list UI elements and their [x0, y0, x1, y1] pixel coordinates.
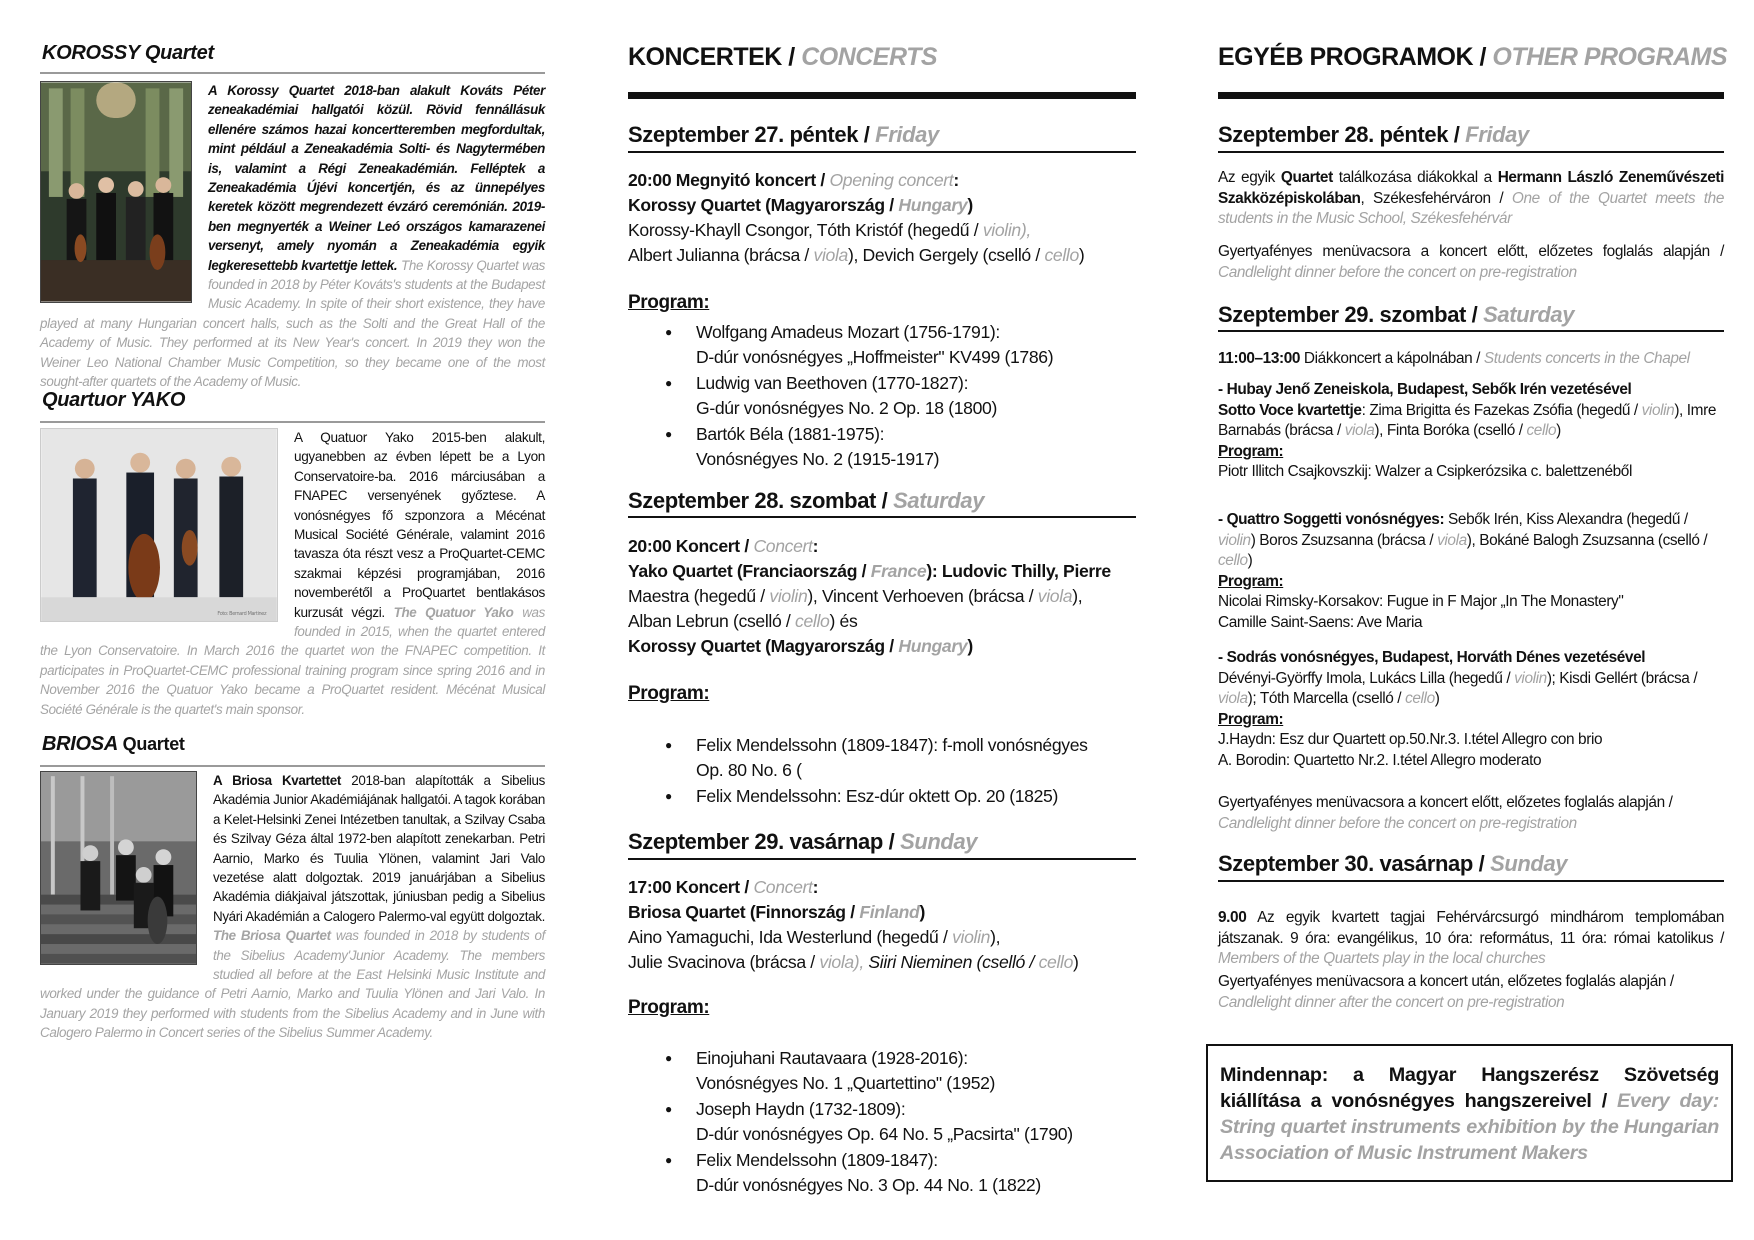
other-day-3-date: Szeptember 30. vasárnap [1218, 851, 1473, 876]
concert-1-line2b: ), Devich Gergely (cselló / [847, 245, 1040, 265]
list-item: ● Einojuhani Rautavaara (1928-2016): Vonósnégyes No. 1 „Quartettino" (1952) [628, 1046, 1136, 1096]
other-group-2: - Quattro Soggetti vonósnégyes: Sebők Irén, Kiss Alexandra (hegedű / violin) Boros Zsuzsanna (brácsa / viola), Bokáné Balogh Zsuzsanna (cselló / cello) Program: Nicolai Rimsky-Korsakov: Fugue in F Major „In The Monastery" Camille Saint-Saens: Ave Maria [1218, 511, 1708, 631]
concert-3-title-sep: / [739, 877, 754, 897]
concerts-heading-hu: KONCERTEK [628, 43, 782, 71]
concert-3-ensemble: Briosa Quartet (Finnország [628, 902, 846, 922]
concert-3-line2b: Siiri Nieminen (cselló / [863, 952, 1035, 972]
concert-3-line2-en: viola), [819, 952, 864, 972]
concert-day-1-day-en: Friday [875, 122, 939, 147]
exhibition-box-en: Every day: String quartet instruments exhibition by the Hungarian Association of Music Instrument Makers [1220, 1090, 1719, 1164]
korossy-hu-text: A Korossy Quartet 2018-ban alakult Kováts Péter zeneakadémiai hallgatói közül. Rövid fennállásuk ellenére számos hazai koncertteremben megfordultak, mint például a Zeneakadémia Solti- és Nagytermében is, valamint a Régi Zeneakadémián. Felléptek a Zeneakadémia Újévi koncertjén, és az ünnepélyes keretek között megrendezett évzáró ceremónián. 2019-ben megnyerték a Weiner Leó országos kamarazenei versenyt, amely nyomán a Zeneakadémia egyik legkeresettebb kvartettje lettek. [208, 83, 545, 273]
concert-day-1-rule [628, 151, 1136, 153]
briosa-hu-lead: A Briosa Kvartettet [213, 773, 341, 788]
briosa-photo [40, 771, 197, 965]
yako-rule [40, 421, 545, 423]
other-day-2-dinner: Gyertyafényes menüvacsora a koncert előtt, előzetes foglalás alapján / Candlelight dinner before the concert on pre-registration [1218, 794, 1673, 832]
concert-day-3-day-en: Sunday [900, 829, 978, 854]
yako-photo-credit: Foto: Bernard Martinez [217, 611, 267, 618]
other-heading-bar [1218, 92, 1724, 99]
briosa-en-lead: The Briosa Quartet [213, 928, 331, 944]
concert-day-2-rule [628, 516, 1136, 518]
other-day-3-rule [1218, 880, 1724, 882]
other-day-2-time: 11:00–13:00 Diákkoncert a kápolnában / Students concerts in the Chapel [1218, 350, 1690, 367]
concert-day-3-sep: / [882, 829, 901, 854]
concert-2-title-end: : [812, 536, 819, 556]
concert-2-title-en: Concert [753, 536, 813, 556]
other-day-1-heading [1218, 122, 1529, 148]
list-item: ● Felix Mendelssohn (1809-1847): D-dúr vonósnégyes No. 3 Op. 44 No. 1 (1822) [628, 1148, 1136, 1198]
concert-2-country2-en: Hungary [898, 636, 968, 656]
concert-1-title-end: : [953, 170, 959, 190]
concert-2-line2-en: cello [795, 611, 830, 631]
other-heading-hu: EGYÉB PROGRAMOK [1218, 43, 1474, 71]
concert-2-details: 20:00 Koncert / Concert: Yako Quartet (Franciaország / France): Ludovic Thilly, Pierre Maestra (hegedű / violin), Vincent Verhoeven (brácsa / viola), Alban Lebrun (cselló / cello) és Korossy Quartet (Magyarország / Hungary) [628, 536, 1111, 656]
other-heading-sep: / [1473, 43, 1493, 71]
concert-2-title-sep: / [739, 536, 754, 556]
korossy-rule [40, 72, 545, 74]
concert-day-2-date: Szeptember 28. szombat [628, 488, 876, 513]
concerts-heading [628, 42, 937, 72]
concert-3-line1: Aino Yamaguchi, Ida Westerlund (hegedű / [628, 927, 948, 947]
concert-2-ensemble-tail: ): Ludovic Thilly, Pierre [926, 561, 1111, 581]
concert-2-line1: Maestra (hegedű / [628, 586, 765, 606]
concert-1-title-sep: / [815, 170, 830, 190]
other-day-1-dinner: Gyertyafényes menüvacsora a koncert előtt, előzetes foglalás alapján / Candlelight dinner before the concert on pre-registration [1218, 243, 1724, 281]
concert-day-2-day-en: Saturday [893, 488, 985, 513]
concert-2-ensemble: Yako Quartet (Franciaország [628, 561, 858, 581]
concert-3-line2: Julie Svacinova (brácsa / [628, 952, 815, 972]
concert-day-3-rule [628, 858, 1136, 860]
other-day-2-date: Szeptember 29. szombat [1218, 302, 1466, 327]
other-day-1-date: Szeptember 28. péntek [1218, 122, 1449, 147]
list-item: ● Wolfgang Amadeus Mozart (1756-1791): D-dúr vonósnégyes „Hoffmeister" KV499 (1786) [628, 320, 1136, 370]
concert-3-program-label: Program: [628, 997, 710, 1018]
other-day-1-meeting: Az egyik Quartet találkozása diákokkal a Hermann László Zeneművészeti Szakközépiskolában, Székesfehérváron / One of the Quartet meets the students in the Music School, Székesfehérvár [1218, 169, 1725, 227]
concert-2-program-label: Program: [628, 683, 710, 704]
briosa-hu-text: 2018-ban alapították a Sibelius Akadémia Junior Akadémiájának hallgatói. A tagok korában a Kelet-Helsinki Zenei Intézetben tanultak, a Szilvay Csaba és Szilvay Géza által 1972-ben alapított zenekarban. Petri Aarnio, Marko és Tuulia Ylönen, valamint Jari Valo vezetése alatt dolgoztak. 2019 januárjában a Sibelius Akadémia diákjaival játszottak, júniusban pedig a Sibelius Nyári Akadémián a Calogero Palermo-val együtt dolgoztak. [213, 773, 545, 924]
briosa-text [40, 771, 545, 1043]
concert-1-details: 20:00 Megnyitó koncert / Opening concert: Korossy Quartet (Magyarország / Hungary) Korossy-Khayll Csongor, Tóth Kristóf (hegedű / violin), Albert Julianna (brácsa / viola), Devich Gergely (cselló / cello) [628, 170, 1085, 265]
other-day-3-churches: 9.00 Az egyik kvartett tagjai Fehérvárcsurgó mindhárom templomában játszanak. 9 óra: evangélikus, 10 óra: református, 11 óra: római katolikus / Members of the Quartets play in the local churches [1218, 909, 1724, 967]
concert-2-line2: Alban Lebrun (cselló / [628, 611, 791, 631]
other-day-2-sep: / [1465, 302, 1484, 327]
concerts-heading-en: CONCERTS [801, 43, 938, 71]
concert-day-2-heading [628, 488, 984, 514]
concert-2-line1b: ), Vincent Verhoeven (brácsa / [807, 586, 1034, 606]
concert-day-1-heading [628, 122, 939, 148]
concert-3-line1-en: violin [952, 927, 991, 947]
concert-3-line2b-en: cello [1038, 952, 1074, 972]
concert-day-2-sep: / [875, 488, 894, 513]
korossy-text [40, 81, 545, 392]
list-item: ● Bartók Béla (1881-1975): Vonósnégyes No. 2 (1915-1917) [628, 422, 1136, 472]
other-day-3-day-en: Sunday [1490, 851, 1568, 876]
concert-3-line1b: ), [990, 927, 1001, 947]
concert-1-program-list [628, 320, 1136, 473]
korossy-photo [40, 81, 192, 303]
concert-1-program-label: Program: [628, 292, 710, 313]
concert-1-line2-en: viola [813, 245, 848, 265]
concert-2-ensemble2: Korossy Quartet (Magyarország [628, 636, 885, 656]
list-item: ● Joseph Haydn (1732-1809): D-dúr vonósnégyes Op. 64 No. 5 „Pacsirta" (1790) [628, 1097, 1136, 1147]
yako-en-text: was founded in 2015, when the quartet entered the Lyon Conservatoire. In March 2016 the quartet won the FNAPEC competition. It participates in ProQuartet-CEMC professional training program since spring 2016 and in November 2016 the Quatuor Yako became a ProQuartet resident. Mécénat Musical Société Générale is the quartet's main sponsor. [40, 604, 545, 717]
concert-2-line2b: ) és [829, 611, 858, 631]
korossy-en-text: The Korossy Quartet was founded in 2018 by Péter Kováts's students at the Budapest Music Academy. In spite of their short existence, they have played at many Hungarian concert halls, such as the Solti and the Great Hall of the Academy of Music. They performed at its New Year's concert. In 2019 they won the Weiner Leo National Chamber Music Competition, so they became one of the most sought-after quartets of the Academy of Music. [40, 257, 546, 390]
concert-2-line1-en: violin [769, 586, 808, 606]
concert-1-title-en: Opening concert [829, 170, 954, 190]
concert-1-ensemble: Korossy Quartet (Magyarország [628, 195, 885, 215]
concert-3-country-en: Finland [859, 902, 920, 922]
yako-hu-text: A Quatuor Yako 2015-ben alakult, ugyanebben az évben lépett be a Lyon Conservatoire-ba. 2016 márciusában a FNAPEC versenyének győztese. A vonósnégyes fő szponzora a Mécénat Musical Société Générale, valamint 2016 tavasza óta részt vesz a ProQuartet-CEMC szakmai képzési programjában, 2016 novemberétől a ProQuartet bentlakásos kurzusát végzi. [294, 430, 545, 620]
concert-2-line1c: ), [1072, 586, 1083, 606]
concert-3-title-end: : [812, 877, 819, 897]
concert-2-line1b-en: viola [1037, 586, 1073, 606]
exhibition-box-hu: Mindennap: a Magyar Hangszerész Szövetség kiállítása a vonósnégyes hangszereivel / [1220, 1064, 1719, 1112]
exhibition-box [1206, 1044, 1733, 1182]
briosa-en-text: was founded in 2018 by students of the Sibelius Academy'Junior Academy. The members studied all before at the East Helsinki Music Institute and worked under the guidance of Petri Aarnio, Marko and Tuulia Ylönen and Jari Valo. In January 2019 they performed with students from the Sibelius Academy and in June with Calogero Palermo in Concert series of the Sibelius Summer Academy. [40, 928, 545, 1041]
list-item: ● Felix Mendelssohn: Esz-dúr oktett Op. 20 (1825) [628, 784, 1136, 809]
concert-day-3-date: Szeptember 29. vasárnap [628, 829, 883, 854]
other-day-2-heading [1218, 302, 1574, 328]
other-day-2-day-en: Saturday [1483, 302, 1575, 327]
concert-1-line2c: ) [1078, 245, 1085, 265]
briosa-title-suffix: Quartet [117, 734, 185, 754]
other-day-2-rule [1218, 330, 1724, 332]
concert-1-line1: Korossy-Khayll Csongor, Tóth Kristóf (hegedű / [628, 220, 979, 240]
concert-3-title: 17:00 Koncert [628, 877, 740, 897]
concert-2-program-list [628, 733, 1136, 810]
concert-3-program-list [628, 1046, 1136, 1199]
other-group-1: - Hubay Jenő Zeneiskola, Budapest, Sebők Irén vezetésével Sotto Voce kvartettje: Zima Brigitta és Fazekas Zsófia (hegedű / violin), Imre Barnabás (brácsa / viola), Finta Boróka (cselló / cello) Program: Piotr Illitch Csajkovszkij: Walzer a Csipkerózsika c. balettzenéből [1218, 381, 1716, 480]
concerts-heading-bar [628, 92, 1136, 99]
other-day-3-dinner: Gyertyafényes menüvacsora a koncert után, előzetes foglalás alapján / Candlelight dinner after the concert on pre-registration [1218, 973, 1674, 1011]
korossy-title: KOROSSY Quartet [42, 42, 214, 64]
concert-3-title-en: Concert [753, 877, 813, 897]
concert-1-title: 20:00 Megnyitó koncert [628, 170, 816, 190]
other-group-3: - Sodrás vonósnégyes, Budapest, Horváth Dénes vezetésével Dévényi-Györffy Imola, Lukács Lilla (hegedű / violin); Kisdi Gellért (brácsa / viola); Tóth Marcella (cselló / cello) Program: J.Haydn: Esz dur Quartett op.50.Nr.3. I.tétel Allegro con brio A. Borodin: Quartetto Nr.2. I.tétel Allegro moderato [1218, 649, 1698, 769]
yako-text [40, 428, 545, 719]
yako-photo [40, 428, 278, 622]
list-item: ● Felix Mendelssohn (1809-1847): f-moll vonósnégyes Op. 80 No. 6 ( [628, 733, 1136, 783]
briosa-title [42, 733, 185, 756]
other-heading [1218, 42, 1727, 72]
concert-1-country-en: Hungary [898, 195, 968, 215]
concert-1-line2b-en: cello [1044, 245, 1079, 265]
concert-3-details: 17:00 Koncert / Concert: Briosa Quartet (Finnország / Finland) Aino Yamaguchi, Ida Westerlund (hegedű / violin), Julie Svacinova (brácsa / viola), Siiri Nieminen (cselló / cello) [628, 877, 1079, 972]
yako-en-lead: The Quatuor Yako [393, 604, 514, 620]
other-day-1-sep: / [1448, 122, 1466, 147]
briosa-title-main: BRIOSA [42, 733, 118, 755]
list-item: ● Ludwig van Beethoven (1770-1827): G-dúr vonósnégyes No. 2 Op. 18 (1800) [628, 371, 1136, 421]
concert-1-line1-en: violin), [982, 220, 1031, 240]
other-day-1-day-en: Friday [1465, 122, 1529, 147]
other-day-1-rule [1218, 151, 1724, 153]
concert-1-line2: Albert Julianna (brácsa / [628, 245, 809, 265]
yako-title: Quartuor YAKO [42, 389, 186, 411]
other-day-3-heading [1218, 851, 1567, 877]
concert-2-title: 20:00 Koncert [628, 536, 740, 556]
concert-day-1-date: Szeptember 27. péntek [628, 122, 859, 147]
concert-day-1-sep: / [858, 122, 876, 147]
other-day-3-sep: / [1472, 851, 1491, 876]
concert-2-country-en: France [870, 561, 927, 581]
briosa-rule [40, 765, 545, 767]
concert-day-3-heading [628, 829, 977, 855]
other-heading-en: OTHER PROGRAMS [1492, 43, 1728, 71]
concerts-heading-sep: / [781, 43, 802, 71]
